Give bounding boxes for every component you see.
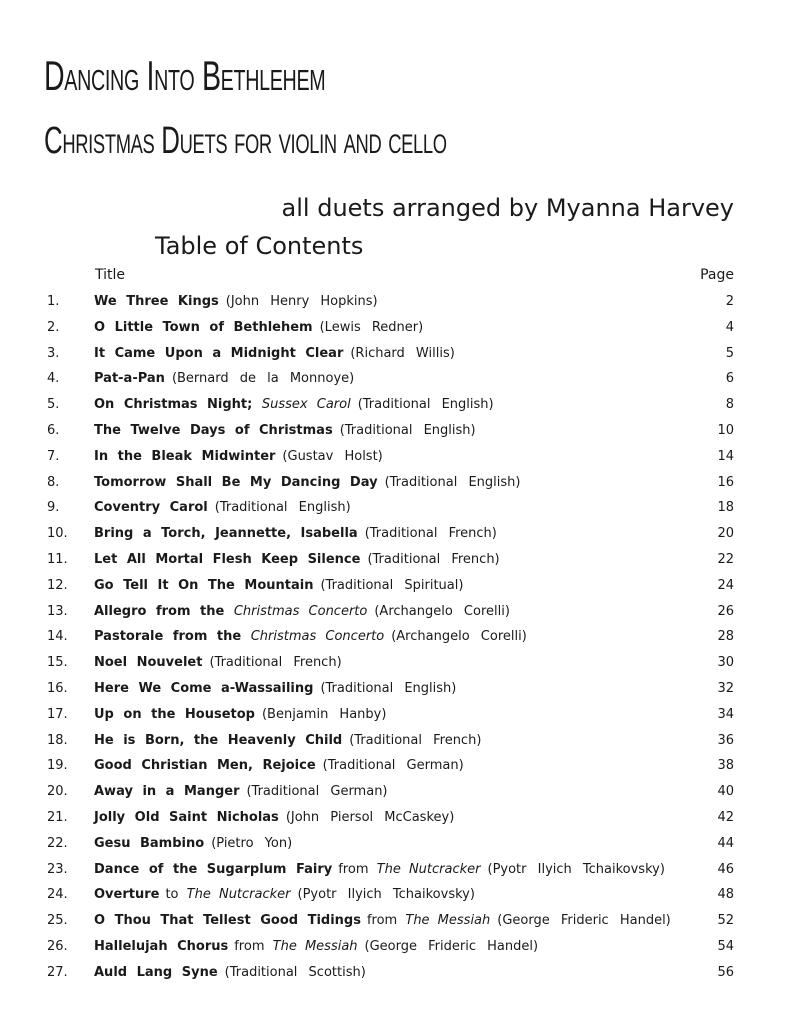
entry-composer: (Pietro Yon) [211, 835, 293, 851]
entry-page: 14 [717, 448, 734, 464]
toc-entry[interactable] [47, 341, 734, 367]
entry-composer: (Traditional English) [384, 474, 521, 490]
entry-number: 22. [47, 835, 68, 851]
entry-from: from [366, 913, 398, 929]
entry-page: 48 [717, 887, 734, 903]
toc-entry[interactable] [47, 908, 734, 934]
entry-number: 26. [47, 938, 68, 954]
entry-title: Gesu Bambino [94, 835, 205, 851]
entry-number: 20. [47, 784, 68, 800]
entry-title: Hallelujah Chorus [94, 938, 229, 954]
entry-source-work: The Nutcracker [376, 861, 481, 877]
entry-composer: (Traditional English) [339, 422, 476, 438]
entry-source [228, 934, 357, 960]
entry-title-italic: Christmas Concerto [250, 629, 385, 645]
entry-number: 15. [47, 655, 68, 671]
entry-page: 22 [717, 551, 734, 567]
entry-title: Go Tell It On The Mountain [94, 577, 314, 593]
entry-title: Noel Nouvelet [94, 655, 203, 671]
entry-title: He is Born, the Heavenly Child [94, 732, 343, 748]
entry-number: 5. [47, 397, 60, 413]
toc-entry[interactable] [47, 418, 734, 444]
entry-page: 54 [717, 938, 734, 954]
entry-composer: (Traditional German) [322, 758, 464, 774]
entry-number: 24. [47, 887, 68, 903]
entry-from: from [338, 861, 369, 877]
entry-title: In the Bleak Midwinter [94, 448, 276, 464]
entry-page: 38 [717, 758, 734, 774]
entry-title: Pat-a-Pan [94, 371, 165, 387]
toc-entry[interactable] [47, 366, 734, 392]
entry-title: Auld Lang Syne [94, 964, 218, 980]
entry-composer: (Traditional French) [349, 732, 482, 748]
entry-composer: (Traditional French) [209, 655, 342, 671]
entry-number: 13. [47, 603, 68, 619]
entry-number: 1. [47, 294, 60, 309]
entry-title: On Christmas Night; Sussex Carol [94, 397, 351, 413]
entry-composer: (Archangelo Corelli) [391, 629, 527, 645]
entry-number: 27. [47, 964, 68, 980]
column-header-title: Title [95, 267, 126, 283]
entry-composer: (Traditional Spiritual) [320, 577, 464, 593]
column-header-page: Page [700, 267, 734, 283]
entry-composer: (Traditional German) [246, 784, 388, 800]
entry-composer: (Traditional English) [320, 680, 457, 696]
entry-title: Good Christian Men, Rejoice [94, 758, 316, 774]
entry-title: It Came Upon a Midnight Clear [94, 345, 344, 361]
entry-title: Up on the Housetop [94, 706, 255, 722]
entry-title: Dance of the Sugarplum Fairy [94, 861, 333, 877]
entry-title: We Three Kings [94, 294, 219, 309]
entry-number: 19. [47, 758, 68, 774]
entry-composer: (Gustav Holst) [282, 448, 383, 464]
toc-entry[interactable] [47, 831, 734, 857]
entry-composer: (Pyotr Ilyich Tchaikovsky) [297, 887, 475, 903]
toc-entry[interactable] [47, 444, 734, 470]
toc-entry[interactable] [47, 857, 734, 883]
entry-title: Tomorrow Shall Be My Dancing Day [94, 474, 378, 490]
entry-title: Here We Come a-Wassailing [94, 680, 314, 696]
entry-composer: (Traditional English) [357, 397, 494, 413]
entry-page: 52 [717, 913, 734, 929]
entry-composer: (George Frideric Handel) [497, 913, 671, 929]
toc-entry[interactable] [47, 547, 734, 573]
entry-number: 10. [47, 526, 68, 542]
entry-page: 40 [717, 784, 734, 800]
entry-page: 5 [725, 345, 734, 361]
toc-entry[interactable] [47, 728, 734, 754]
toc-entry[interactable] [47, 882, 734, 908]
entry-composer: (Traditional Scottish) [224, 964, 366, 980]
entry-page: 34 [717, 706, 734, 722]
entry-title: Let All Mortal Flesh Keep Silence [94, 551, 361, 567]
book-title: Dancing Into Bethlehem [44, 52, 326, 99]
entry-page: 46 [717, 861, 734, 877]
entry-page: 56 [717, 964, 734, 980]
entry-source-work: The Nutcracker [186, 887, 291, 903]
entry-number: 3. [47, 345, 60, 361]
entry-page: 24 [717, 577, 734, 593]
entry-page: 36 [717, 732, 734, 748]
entry-page: 16 [717, 474, 734, 490]
entry-page: 32 [717, 680, 734, 696]
entry-from: to [165, 887, 179, 903]
toc-entry[interactable] [47, 599, 734, 625]
entry-title: Bring a Torch, Jeannette, Isabella [94, 526, 358, 542]
entry-number: 16. [47, 680, 68, 696]
toc-entry[interactable] [47, 521, 734, 547]
toc-entry[interactable] [47, 960, 734, 986]
entry-page: 42 [717, 809, 734, 825]
toc-heading: Table of Contents [155, 232, 364, 260]
table-of-contents [47, 289, 734, 986]
toc-entry[interactable] [47, 624, 734, 650]
entry-title: The Twelve Days of Christmas [94, 422, 333, 438]
entry-composer: (Traditional French) [364, 526, 497, 542]
entry-composer: (Bernard de la Monnoye) [171, 371, 355, 387]
entry-number: 8. [47, 474, 60, 490]
entry-number: 11. [47, 551, 68, 567]
toc-entry[interactable] [47, 702, 734, 728]
entry-source [332, 857, 480, 883]
entry-number: 4. [47, 371, 60, 387]
toc-entry[interactable] [47, 753, 734, 779]
toc-entry[interactable] [47, 805, 734, 831]
entry-composer: (John Henry Hopkins) [225, 294, 378, 309]
entry-page: 8 [725, 397, 734, 413]
toc-entry[interactable] [47, 470, 734, 496]
entry-page: 4 [725, 319, 734, 335]
entry-title: Jolly Old Saint Nicholas [94, 809, 279, 825]
entry-source [361, 908, 490, 934]
entry-page: 18 [717, 500, 734, 516]
toc-entry[interactable] [47, 676, 734, 702]
toc-entry[interactable] [47, 779, 734, 805]
entry-number: 14. [47, 629, 68, 645]
entry-composer: (Benjamin Hanby) [261, 706, 387, 722]
book-subtitle: Christmas Duets for violin and cello [44, 120, 447, 162]
toc-entry[interactable] [47, 650, 734, 676]
toc-entry[interactable] [47, 392, 734, 418]
entry-alt-title: Sussex Carol [261, 397, 351, 413]
entry-title-italic: Christmas Concerto [233, 603, 368, 619]
entry-page: 10 [717, 422, 734, 438]
entry-number: 25. [47, 913, 68, 929]
entry-number: 23. [47, 861, 68, 877]
entry-title: Allegro from the Christmas Concerto [94, 603, 368, 619]
entry-title: Away in a Manger [94, 784, 240, 800]
entry-composer: (Pyotr Ilyich Tchaikovsky) [487, 861, 665, 877]
entry-page: 20 [717, 526, 734, 542]
entry-page: 26 [717, 603, 734, 619]
entry-number: 12. [47, 577, 68, 593]
toc-entry[interactable] [47, 573, 734, 599]
entry-composer: (Lewis Redner) [319, 319, 424, 335]
entry-source-work: The Messiah [272, 938, 358, 954]
entry-number: 2. [47, 319, 60, 335]
entry-composer: (George Frideric Handel) [364, 938, 539, 954]
entry-number: 17. [47, 706, 68, 722]
toc-entry[interactable] [47, 289, 734, 315]
entry-page: 30 [717, 655, 734, 671]
entry-number: 6. [47, 422, 60, 438]
entry-source [159, 882, 290, 908]
entry-composer: (Richard Willis) [350, 345, 455, 361]
entry-page: 2 [725, 294, 734, 309]
entry-title: O Little Town of Bethlehem [94, 319, 313, 335]
entry-source-work: The Messiah [405, 913, 491, 929]
entry-page: 44 [717, 835, 734, 851]
entry-composer: (Archangelo Corelli) [374, 603, 510, 619]
entry-page: 6 [725, 371, 734, 387]
entry-number: 18. [47, 732, 68, 748]
entry-number: 9. [47, 500, 60, 516]
entry-from: from [234, 938, 265, 954]
toc-entry[interactable] [47, 315, 734, 341]
entry-title: Pastorale from the Christmas Concerto [94, 629, 385, 645]
entry-title: Coventry Carol [94, 500, 208, 516]
entry-composer: (Traditional English) [214, 500, 351, 516]
entry-title: Overture [94, 887, 160, 903]
entry-title: O Thou That Tellest Good Tidings [94, 913, 361, 929]
toc-entry[interactable] [47, 934, 734, 960]
arranger-credit: all duets arranged by Myanna Harvey [281, 194, 734, 222]
toc-entry[interactable] [47, 495, 734, 521]
entry-number: 21. [47, 809, 68, 825]
entry-page: 28 [717, 629, 734, 645]
entry-number: 7. [47, 448, 60, 464]
entry-composer: (Traditional French) [367, 551, 500, 567]
entry-composer: (John Piersol McCaskey) [285, 809, 455, 825]
